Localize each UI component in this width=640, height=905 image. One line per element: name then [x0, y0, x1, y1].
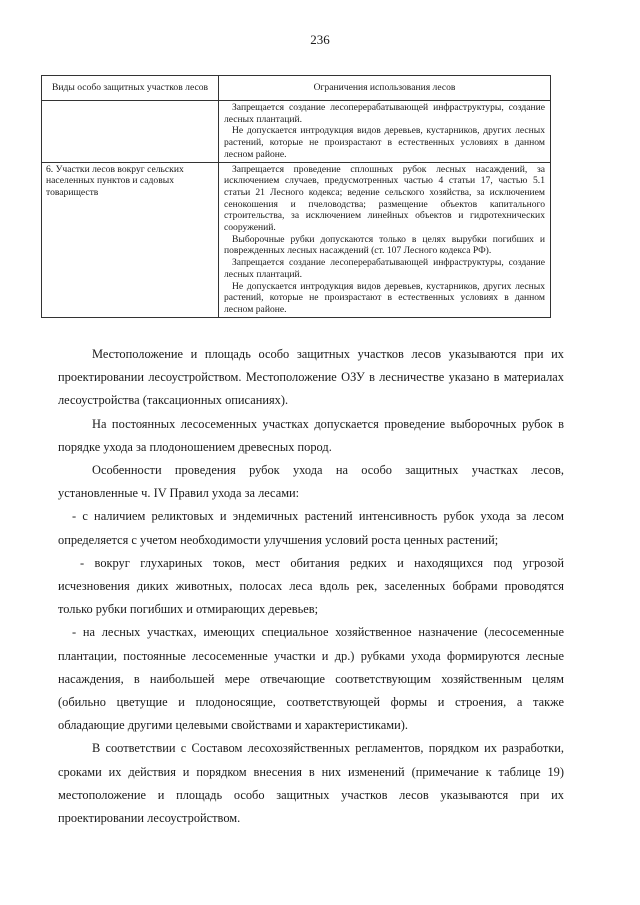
restriction-item: Не допускается интродукция видов деревьев, кустарников, других лесных растений, которые не произрастают в естественных условиях в данном лесном районе. [224, 280, 545, 315]
restriction-item: Не допускается интродукция видов деревьев, кустарников, других лесных растений, которые не произрастают в естественных условиях в данном лесном районе. [224, 125, 545, 160]
table-row [42, 162, 551, 317]
column-header-area-types: Виды особо защитных участков лесов [42, 76, 219, 101]
paragraph: Местоположение и площадь особо защитных участков лесов указываются при их проектировании лесоустройством. Местоположение ОЗУ в лесничестве указано в материалах лесоустройства (таксационных описаниях). [58, 347, 564, 408]
paragraph: На постоянных лесосеменных участках допускается проведение выборочных рубок в порядке ухода за плодоношением древесных пород. [58, 416, 564, 454]
body-text [58, 343, 564, 830]
table-header-row [42, 76, 551, 101]
restrictions-table [41, 75, 551, 318]
list-item: - с наличием реликтовых и эндемичных растений интенсивность рубок ухода за лесом определяется с учетом необходимости улучшения условий роста ценных растений; [58, 509, 564, 547]
list-item: - на лесных участках, имеющих специальное хозяйственное назначение (лесосеменные плантации, постоянные лесосеменные участки и др.) рубками ухода формируются лесные насаждения, в наибольшей мере отвечающие соответствующим хозяйственным целям (обильно цветущие и плодоносящие, соответствующей формы и строения, а также обладающие другими целевыми свойствами и характеристиками). [58, 625, 564, 733]
table-cell-category [42, 101, 219, 163]
table-cell-category: 6. Участки лесов вокруг сельских населенных пунктов и садовых товариществ [42, 162, 219, 317]
table-cell-restrictions [219, 101, 551, 163]
table-row [42, 101, 551, 163]
paragraph: В соответствии с Составом лесохозяйственных регламентов, порядком их разработки, сроками их действия и порядком внесения в них изменений (примечание к таблице 19) местоположение и площадь особо защитных участков лесов указываются при их проектировании лесоустройством. [58, 741, 564, 826]
restriction-item: Выборочные рубки допускаются только в целях вырубки погибших и поврежденных лесных насаждений (ст. 107 Лесного кодекса РФ). [224, 233, 545, 257]
restriction-item: Запрещается создание лесоперерабатывающей инфраструктуры, создание лесных плантаций. [224, 257, 545, 280]
restriction-item: Запрещается проведение сплошных рубок лесных насаждений, за исключением случаев, предусмотренных частью 4 статьи 17, частью 5.1 статьи 21 Лесного кодекса; ведение сельского хозяйства, за исключением сенокошения и пчеловодства; размещение объектов капитального строительства, за исключением линейных объектов и гидротехнических сооружений. [224, 163, 545, 234]
column-header-restrictions: Ограничения использования лесов [219, 76, 551, 101]
page-number: 236 [310, 32, 330, 47]
list-item: - вокруг глухариных токов, мест обитания редких и находящихся под угрозой исчезновения диких животных, полосах леса вдоль рек, заселенных бобрами проводятся только рубки погибших и отмирающих деревьев; [58, 555, 564, 617]
restriction-item: Запрещается создание лесоперерабатывающей инфраструктуры, создание лесных плантаций. [224, 102, 545, 125]
paragraph: Особенности проведения рубок ухода на особо защитных участках лесов, установленные ч. IV Правил ухода за лесами: [58, 463, 564, 501]
table-cell-restrictions [219, 162, 551, 317]
